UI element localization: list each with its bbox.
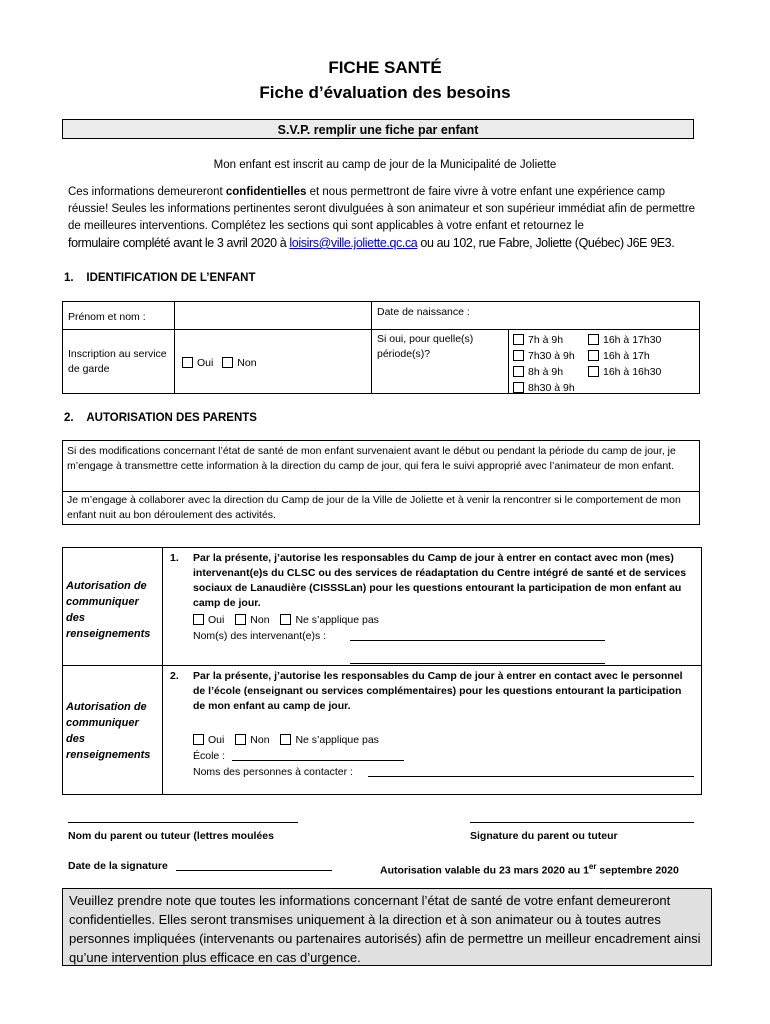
- item-1-oui-label: Oui: [208, 614, 225, 626]
- intro-text-c: formulaire complété avant le 3 avril 2020 à: [68, 236, 290, 250]
- item-1-options: [193, 613, 379, 628]
- intervenants-line-2[interactable]: [350, 663, 605, 664]
- period-option[interactable]: [588, 364, 661, 380]
- item-1-na-label: Ne s’applique pas: [295, 614, 379, 626]
- section-2-heading: 2. AUTORISATION DES PARENTS: [64, 412, 257, 424]
- item-2-options: [193, 733, 379, 748]
- commitment-health-changes: Si des modifications concernant l’état de santé de mon enfant survenaient avant le début ou pendant la période du camp de jour, je m’engage à transmettre cette information à la direction du camp de jour, qui fera le suivi approprié avec l’animateur de mon enfant.: [67, 445, 676, 472]
- parent-name-line[interactable]: [68, 822, 298, 823]
- instruction-band: S.V.P. remplir une fiche par enfant: [62, 119, 694, 139]
- intro-text-a: Ces informations demeureront: [68, 186, 226, 198]
- item-1-non-checkbox[interactable]: [235, 614, 246, 625]
- garde-non-checkbox[interactable]: [222, 357, 233, 368]
- period-label-text: 7h30 à 9h: [528, 350, 575, 362]
- period-label-text: 16h à 17h30: [603, 334, 662, 346]
- form-title: FICHE SANTÉ: [328, 58, 442, 77]
- period-checkbox[interactable]: [513, 350, 524, 361]
- period-checkbox[interactable]: [588, 350, 599, 361]
- item-2-na-label: Ne s’applique pas: [295, 734, 379, 746]
- contact-label: Noms des personnes à contacter :: [193, 766, 353, 778]
- enrollment-line: Mon enfant est inscrit au camp de jour de la Municipalité de Joliette: [213, 159, 557, 171]
- garde-oui-checkbox[interactable]: [182, 357, 193, 368]
- period-option[interactable]: [588, 348, 661, 364]
- item-2-number: 2.: [170, 670, 179, 682]
- item-1-number: 1.: [170, 552, 179, 564]
- parent-signature-label: Signature du parent ou tuteur: [470, 830, 618, 842]
- validity-superscript: er: [588, 862, 597, 871]
- period-option[interactable]: [513, 364, 575, 380]
- item-2-oui-checkbox[interactable]: [193, 734, 204, 745]
- period-label-text: 7h à 9h: [528, 334, 564, 346]
- item-2-oui-label: Oui: [208, 734, 225, 746]
- ecole-line[interactable]: [232, 760, 404, 761]
- validity-statement: [380, 859, 679, 879]
- period-checkbox[interactable]: [588, 366, 599, 377]
- period-label-text: 16h à 17h: [603, 350, 650, 362]
- periods-morning: [513, 332, 575, 396]
- name-label: Prénom et nom :: [68, 311, 146, 323]
- intervenants-line-1[interactable]: [350, 640, 605, 641]
- authorization-side-label: Autorisation de communiquer des renseignements: [66, 701, 151, 761]
- signature-date-line[interactable]: [176, 870, 332, 871]
- name-field[interactable]: [175, 302, 370, 329]
- item-1-oui-checkbox[interactable]: [193, 614, 204, 625]
- period-checkbox[interactable]: [513, 334, 524, 345]
- intro-deadline-line: [68, 236, 728, 250]
- intro-confidential: confidentielles: [225, 186, 307, 198]
- contact-line[interactable]: [368, 776, 694, 777]
- dob-field[interactable]: [372, 321, 698, 329]
- parent-signature-line[interactable]: [470, 822, 694, 823]
- authorization-side-label: Autorisation de communiquer des renseignements: [66, 580, 151, 640]
- period-label: Si oui, pour quelle(s) période(s)?: [377, 333, 474, 360]
- intro-text-b: et nous permettront de faire vivre à votre enfant une expérience camp réussie! Seules les informations pertinentes seront divulguées à son animateur et son supérieur immédiat afin de permettre de meilleures interventions. Complétez les sections qui sont applicables à votre enfant et retournez le: [68, 186, 696, 232]
- validity-text-a: Autorisation valable du 23 mars 2020 au 1: [380, 864, 589, 877]
- item-1-text: Par la présente, j’autorise les responsables du Camp de jour à entrer en contact avec mon (mes) intervenant(e)s du CLSC ou des services de réadaptation du Centre intégré de santé et de services sociaux de Lanaudière (CISSSLan) pour les questions entourant la participation de mon enfant au camp de jour.: [193, 552, 687, 609]
- garde-options: [182, 356, 257, 371]
- authorization-table: [62, 547, 702, 795]
- period-option[interactable]: [513, 332, 575, 348]
- item-2-na-checkbox[interactable]: [280, 734, 291, 745]
- section-1-heading: 1. IDENTIFICATION DE L’ENFANT: [64, 272, 256, 284]
- period-checkbox[interactable]: [513, 366, 524, 377]
- periods-afternoon: [588, 332, 661, 380]
- item-2-non-label: Non: [250, 734, 270, 746]
- intro-address: ou au 102, rue Fabre, Joliette (Québec) J6E 9E3.: [417, 236, 675, 250]
- item-1-na-checkbox[interactable]: [280, 614, 291, 625]
- identification-table: [62, 301, 700, 394]
- commitments-table: [62, 440, 700, 525]
- period-label-text: 8h à 9h: [528, 366, 564, 378]
- period-option[interactable]: [588, 332, 661, 348]
- period-option[interactable]: [513, 380, 575, 396]
- form-subtitle: Fiche d’évaluation des besoins: [259, 83, 511, 102]
- intervenants-label: Nom(s) des intervenant(e)s :: [193, 630, 327, 642]
- item-1-non-label: Non: [250, 614, 270, 626]
- email-link[interactable]: loisirs@ville.joliette.qc.ca: [289, 236, 418, 250]
- item-2-text: Par la présente, j’autorise les responsables du Camp de jour à entrer en contact avec le personnel de l’école (enseignant ou services complémentaires) pour les questions entourant la participation de mon enfant au camp de jour.: [193, 670, 683, 712]
- validity-text-b: septembre 2020: [596, 864, 679, 877]
- commitment-collaboration: Je m’engage à collaborer avec la direction du Camp de jour de la Ville de Joliette et à venir la rencontrer si le comportement de mon enfant nuit au bon déroulement des activités.: [67, 494, 681, 521]
- signature-date-label: Date de la signature: [68, 860, 168, 872]
- dob-label: Date de naissance :: [377, 306, 470, 318]
- garde-label: Inscription au service de garde: [68, 348, 167, 375]
- item-2-non-checkbox[interactable]: [235, 734, 246, 745]
- confidentiality-notice: Veuillez prendre note que toutes les informations concernant l’état de santé de votre enfant demeureront confidentielles. Elles seront transmises uniquement à la direction et à son animateur ou à toutes autres personnes impliquées (intervenants ou partenaires autorisés) afin de permettre un meilleur encadrement ainsi qu’une intervention plus efficace en cas d’urgence.: [62, 888, 712, 966]
- period-checkbox[interactable]: [513, 382, 524, 393]
- garde-oui-label: Oui: [197, 357, 214, 369]
- parent-name-label: Nom du parent ou tuteur (lettres moulées: [68, 830, 274, 842]
- ecole-label: École :: [193, 750, 226, 762]
- period-checkbox[interactable]: [588, 334, 599, 345]
- period-label-text: 16h à 16h30: [603, 366, 662, 378]
- garde-non-label: Non: [237, 357, 257, 369]
- period-option[interactable]: [513, 348, 575, 364]
- intro-paragraph: [68, 184, 708, 235]
- period-label-text: 8h30 à 9h: [528, 382, 575, 394]
